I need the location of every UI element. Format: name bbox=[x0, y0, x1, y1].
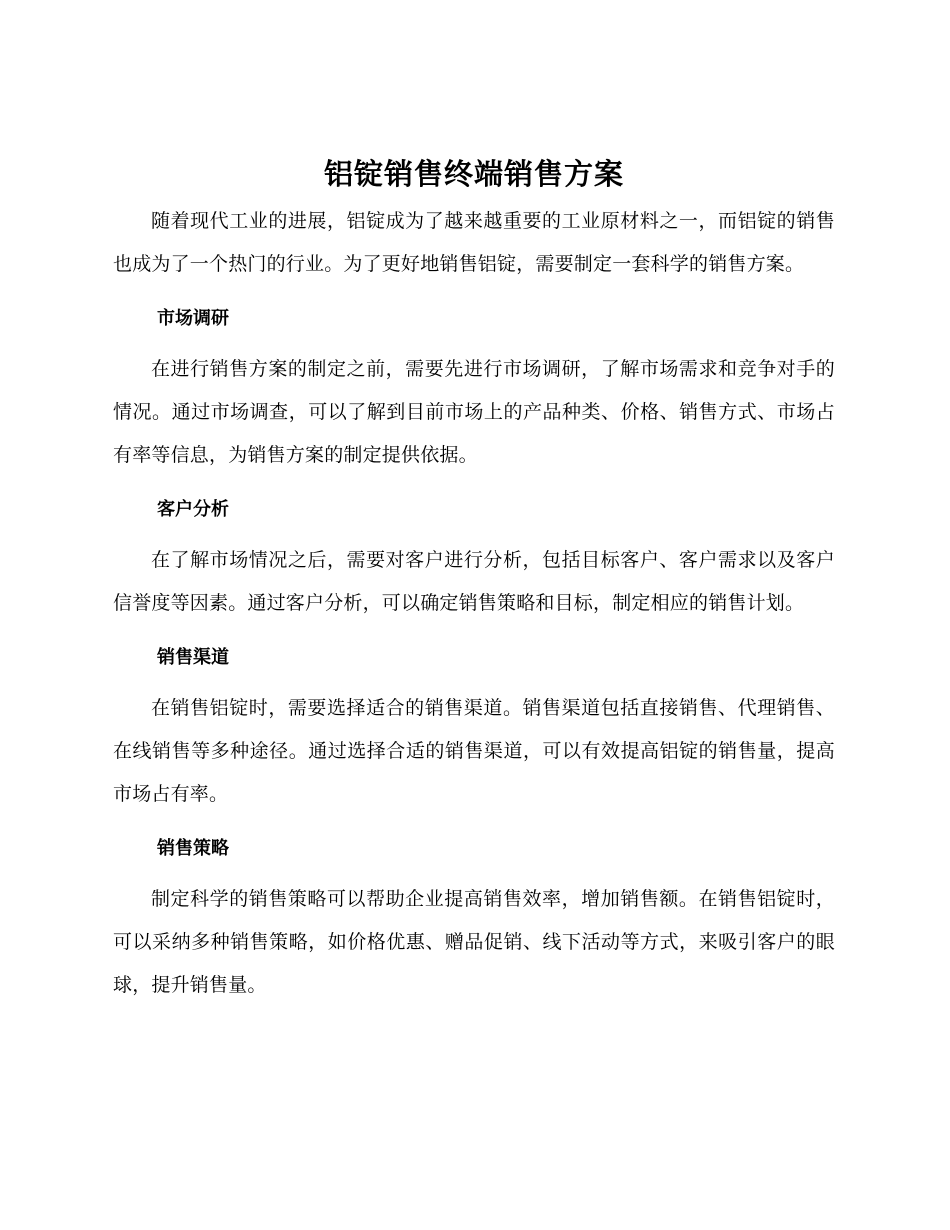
section-heading-market-research: 市场调研 bbox=[157, 308, 229, 329]
intro-paragraph: 随着现代工业的进展，铝锭成为了越来越重要的工业原材料之一，而铝锭的销售也成为了一个热门的行业。为了更好地销售铝锭，需要制定一套科学的销售方案。 bbox=[113, 210, 835, 275]
section-heading-customer-analysis: 客户分析 bbox=[157, 499, 229, 520]
document-title: 铝锭销售终端销售方案 bbox=[323, 157, 624, 191]
section-body-market-research: 在进行销售方案的制定之前，需要先进行市场调研，了解市场需求和竞争对手的情况。通过市场调查，可以了解到目前市场上的产品种类、价格、销售方式、市场占有率等信息，为销售方案的制定提供依据。 bbox=[113, 358, 835, 466]
section-heading-sales-channels: 销售渠道 bbox=[157, 647, 229, 668]
section-heading-sales-strategy: 销售策略 bbox=[157, 838, 229, 859]
section-body-sales-strategy: 制定科学的销售策略可以帮助企业提高销售效率，增加销售额。在销售铝锭时，可以采纳多种销售策略，如价格优惠、赠品促销、线下活动等方式，来吸引客户的眼球，提升销售量。 bbox=[113, 888, 835, 996]
section-body-customer-analysis: 在了解市场情况之后，需要对客户进行分析，包括目标客户、客户需求以及客户信誉度等因素。通过客户分析，可以确定销售策略和目标，制定相应的销售计划。 bbox=[113, 549, 835, 614]
section-body-sales-channels: 在销售铝锭时，需要选择适合的销售渠道。销售渠道包括直接销售、代理销售、在线销售等多种途径。通过选择合适的销售渠道，可以有效提高铝锭的销售量，提高市场占有率。 bbox=[113, 697, 835, 805]
document-page bbox=[113, 148, 835, 1007]
